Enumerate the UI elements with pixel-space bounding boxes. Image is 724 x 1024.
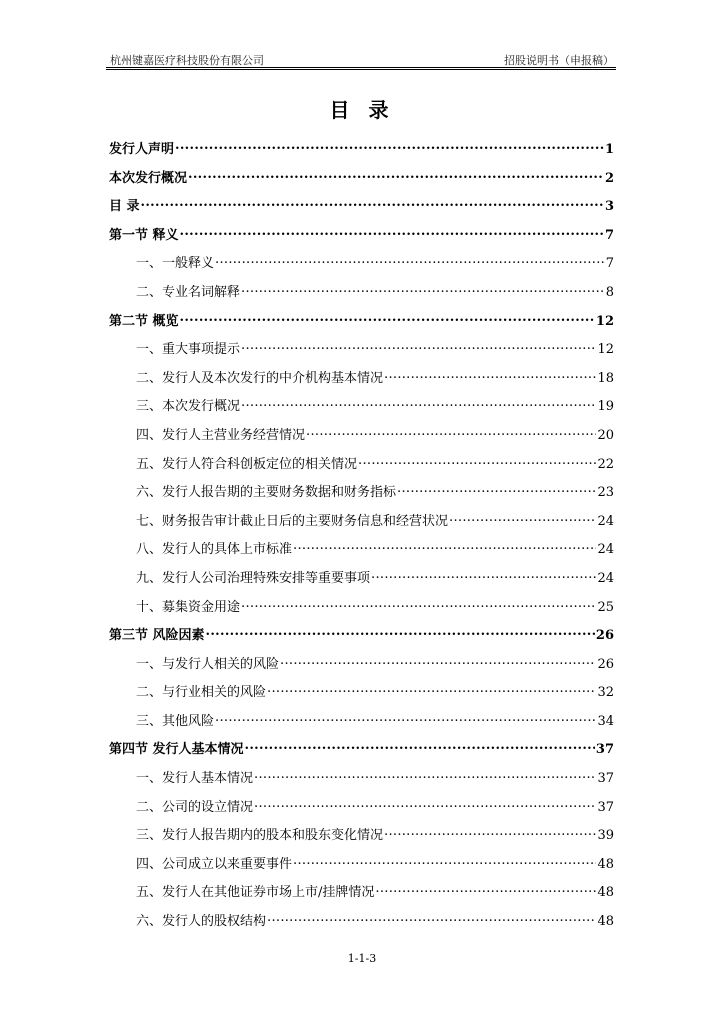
toc-entry-page-number: 48: [597, 914, 614, 930]
toc-entry-label: 五、发行人在其他证券市场上市/挂牌情况: [136, 885, 375, 901]
toc-entry-page-number: 24: [597, 570, 614, 586]
toc-entry-label: 四、发行人主营业务经营情况: [136, 427, 306, 443]
toc-dot-leader: [397, 481, 596, 496]
toc-entry-label: 第四节 发行人基本情况: [109, 742, 244, 758]
header-rule: [106, 67, 616, 68]
toc-entry-page-number: 18: [597, 370, 614, 386]
toc-entry-label: 二、与行业相关的风险: [136, 685, 267, 701]
toc-dot-leader: [293, 538, 596, 553]
toc-dot-leader: [280, 653, 596, 668]
toc-entry-label: 三、其他风险: [136, 713, 215, 729]
page-header: [110, 50, 614, 68]
toc-entry-label: 本次发行概况: [109, 170, 188, 186]
toc-dot-leader: [267, 681, 596, 696]
toc-dot-leader: [384, 367, 596, 382]
toc-entry-page-number: 2: [604, 170, 614, 186]
toc-section-entry[interactable]: [109, 367, 614, 396]
toc-entry-label: 十、募集资金用途: [136, 599, 241, 615]
toc-entry-page-number: 3: [604, 199, 614, 215]
toc-entry-page-number: 26: [595, 628, 614, 644]
toc-dot-leader: [215, 710, 596, 725]
toc-section-entry[interactable]: [109, 567, 614, 596]
toc-dot-leader: [358, 453, 596, 468]
toc-entry-page-number: 12: [595, 313, 614, 329]
toc-chapter-entry[interactable]: [109, 310, 614, 339]
toc-dot-leader: [180, 310, 595, 325]
toc-entry-label: 二、专业名词解释: [136, 284, 241, 300]
toc-dot-leader: [175, 138, 604, 153]
header-rule-thick: [106, 69, 616, 70]
toc-section-entry[interactable]: [109, 824, 614, 853]
toc-entry-page-number: 24: [597, 542, 614, 558]
toc-dot-leader: [293, 853, 596, 868]
toc-entry-label: 六、发行人的股权结构: [136, 914, 267, 930]
toc-entry-page-number: 8: [605, 284, 614, 300]
toc-entry-page-number: 7: [605, 256, 614, 272]
toc-entry-label: 三、本次发行概况: [136, 399, 241, 415]
toc-dot-leader: [141, 195, 604, 210]
toc-entry-label: 六、发行人报告期的主要财务数据和财务指标: [136, 485, 397, 501]
toc-entry-label: 八、发行人的具体上市标准: [136, 542, 293, 558]
toc-entry-label: 四、公司成立以来重要事件: [136, 856, 293, 872]
toc-entry-label: 第二节 概览: [109, 313, 179, 329]
toc-section-entry[interactable]: [109, 424, 614, 453]
toc-dot-leader: [267, 910, 596, 925]
toc-dot-leader: [206, 624, 595, 639]
toc-entry-label: 三、发行人报告期内的股本和股东变化情况: [136, 828, 384, 844]
toc-section-entry[interactable]: [109, 853, 614, 882]
page-number-footer: 1-1-3: [347, 952, 377, 965]
toc-entry-label: 目 录: [109, 199, 140, 215]
toc-section-entry[interactable]: [109, 538, 614, 567]
toc-section-entry[interactable]: [109, 252, 614, 281]
toc-section-entry[interactable]: [109, 338, 614, 367]
toc-entry-label: 一、发行人基本情况: [136, 771, 254, 787]
toc-dot-leader: [241, 596, 596, 611]
toc-entry-page-number: 24: [597, 513, 614, 529]
toc-section-entry[interactable]: [109, 596, 614, 625]
toc-section-entry[interactable]: [109, 910, 614, 939]
toc-entry-page-number: 26: [597, 656, 614, 672]
toc-dot-leader: [180, 224, 604, 239]
toc-entry-page-number: 39: [597, 828, 614, 844]
toc-section-entry[interactable]: [109, 481, 614, 510]
toc-entry-page-number: 37: [597, 771, 614, 787]
toc-entry-page-number: 32: [597, 685, 614, 701]
toc-section-entry[interactable]: [109, 710, 614, 739]
toc-dot-leader: [306, 424, 596, 439]
toc-entry-label: 二、公司的设立情况: [136, 799, 254, 815]
toc-chapter-entry[interactable]: [109, 738, 614, 767]
toc-entry-label: 五、发行人符合科创板定位的相关情况: [136, 456, 358, 472]
toc-entry-page-number: 25: [597, 599, 614, 615]
toc-entry-page-number: 34: [597, 713, 614, 729]
header-document-type: 招股说明书（申报稿）: [504, 54, 614, 67]
toc-entry-label: 第一节 释义: [109, 227, 179, 243]
toc-section-entry[interactable]: [109, 881, 614, 910]
toc-section-entry[interactable]: [109, 653, 614, 682]
toc-entry-label: 第三节 风险因素: [109, 628, 205, 644]
toc-chapter-entry[interactable]: [109, 167, 614, 196]
toc-section-entry[interactable]: [109, 395, 614, 424]
toc-entry-page-number: 1: [604, 142, 614, 157]
table-of-contents: [109, 138, 614, 939]
toc-entry-page-number: 12: [597, 342, 614, 358]
toc-entry-page-number: 22: [597, 456, 614, 472]
toc-chapter-entry[interactable]: [109, 224, 614, 253]
toc-entry-label: 九、发行人公司治理特殊安排等重要事项: [136, 570, 371, 586]
toc-entry-label: 一、一般释义: [136, 256, 215, 272]
toc-entry-label: 一、与发行人相关的风险: [136, 656, 280, 672]
toc-section-entry[interactable]: [109, 681, 614, 710]
toc-dot-leader: [254, 796, 596, 811]
toc-dot-leader: [254, 767, 596, 782]
toc-entry-page-number: 19: [597, 399, 614, 415]
toc-dot-leader: [241, 338, 596, 353]
toc-section-entry[interactable]: [109, 453, 614, 482]
toc-chapter-entry[interactable]: [109, 624, 614, 653]
toc-dot-leader: [241, 395, 596, 410]
toc-entry-page-number: 48: [597, 856, 614, 872]
toc-dot-leader: [241, 281, 605, 296]
toc-chapter-entry[interactable]: [109, 138, 614, 167]
toc-dot-leader: [449, 510, 596, 525]
toc-section-entry[interactable]: [109, 510, 614, 539]
toc-dot-leader: [215, 252, 605, 267]
toc-entry-label: 二、发行人及本次发行的中介机构基本情况: [136, 370, 384, 386]
toc-entry-page-number: 37: [597, 799, 614, 815]
toc-chapter-entry[interactable]: [109, 195, 614, 224]
toc-entry-label: 一、重大事项提示: [136, 342, 241, 358]
header-company-name: 杭州键嘉医疗科技股份有限公司: [110, 54, 264, 67]
toc-entry-page-number: 7: [604, 227, 614, 243]
page-title: 目 录: [329, 98, 395, 122]
toc-dot-leader: [245, 738, 595, 753]
toc-entry-page-number: 20: [597, 427, 614, 443]
toc-entry-page-number: 37: [595, 742, 614, 758]
toc-dot-leader: [371, 567, 596, 582]
toc-dot-leader: [188, 167, 604, 182]
toc-entry-label: 七、财务报告审计截止日后的主要财务信息和经营状况: [136, 513, 449, 529]
toc-section-entry[interactable]: [109, 767, 614, 796]
toc-entry-page-number: 48: [597, 885, 614, 901]
toc-dot-leader: [384, 824, 596, 839]
toc-section-entry[interactable]: [109, 281, 614, 310]
toc-entry-page-number: 23: [597, 485, 614, 501]
toc-section-entry[interactable]: [109, 796, 614, 825]
toc-dot-leader: [375, 881, 596, 896]
toc-entry-label: 发行人声明: [109, 142, 175, 157]
